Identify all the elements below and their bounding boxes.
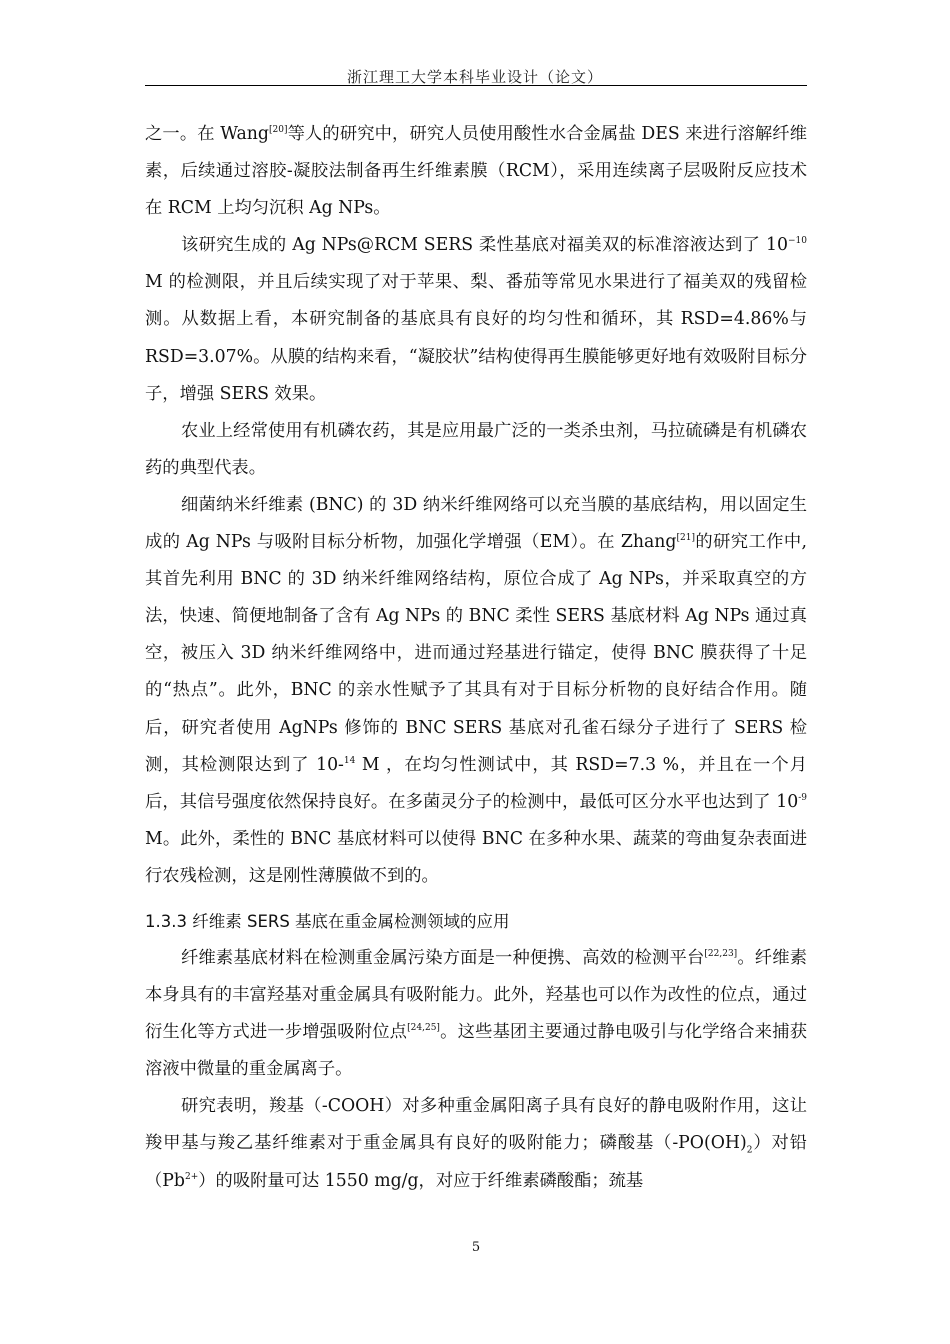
section-heading: 1.3.3 纤维素 SERS 基底在重金属检测领域的应用	[145, 911, 510, 931]
exponent: −10	[788, 236, 807, 247]
page-number: 5	[471, 1240, 481, 1255]
paragraph: 纤维素基底材料在检测重金属污染方面是一种便携、高效的检测平台[22,23]。纤维素本身具有的丰富羟基对重金属具有吸附能力。此外，羟基也可以作为改性的位点，通过衍生化等方式进一步增强吸附位点[24,25]。这些基团主要通过静电吸引与化学络合来捕获溶液中微量的重金属离子。	[145, 947, 807, 1080]
citation: [22,23]	[704, 949, 738, 960]
exponent: -9	[798, 792, 807, 803]
superscript: 2+	[184, 1171, 199, 1182]
citation: [20]	[269, 125, 288, 136]
subscript: 2	[746, 1145, 753, 1156]
exponent: 14	[343, 755, 356, 766]
paragraph: 该研究生成的 Ag NPs@RCM SERS 柔性基底对福美双的标准溶液达到了 $10^{-10}$ M 的检测限，并且后续实现了对于苹果、梨、番茄等常见水果进行了福美双的残留检测。从数据上看，本研究制备的基底具有良好的均匀性和循环，其 RSD=4.86%与 RSD=3.07%。从膜的结构来看，“凝胶状”结构使得再生膜能够更好地有效吸附目标分子，增强 SERS 效果。	[145, 235, 807, 404]
paragraph: 农业上经常使用有机磷农药，其是应用最广泛的一类杀虫剂，马拉硫磷是有机磷农药的典型代表。	[145, 420, 807, 478]
citation: [24,25]	[407, 1023, 440, 1034]
main-text	[145, 116, 807, 1200]
paragraph-continuation: 之一。在 Wang[20]等人的研究中，研究人员使用酸性水合金属盐 DES 来进行溶解纤维素，后续通过溶胶-凝胶法制备再生纤维素膜（RCM），采用连续离子层吸附反应技术在 RCM 上均匀沉积 Ag NPs。	[145, 124, 807, 219]
header-divider	[145, 85, 807, 86]
paragraph: 细菌纳米纤维素 (BNC) 的 3D 纳米纤维网络可以充当膜的基底结构，用以固定生成的 Ag NPs 与吸附目标分析物，加强化学增强（EM）。在 Zhang[21]的研究工作中,其首先利用 BNC 的 3D 纳米纤维网络结构，原位合成了 Ag NPs，并采取真空的方法，快速、简便地制备了含有 Ag NPs 的 BNC 柔性 SERS 基底材料 Ag NPs 通过真空，被压入 3D 纳米纤维网络中，进而通过羟基进行锚定，使得 BNC 膜获得了十足的“热点”。此外，BNC 的亲水性赋予了其具有对于目标分析物的良好结合作用。随后，研究者使用 AgNPs 修饰的 BNC SERS 基底对孔雀石绿分子进行了 SERS 检测，其检测限达到了 10-$^{14}$ M ，在均匀性测试中，其 RSD=7.3 %，并且在一个月后，其信号强度依然保持良好。在多菌灵分子的检测中，最低可区分水平也达到了 $10^{-9}$ M。此外，柔性的 BNC 基底材料可以使得 BNC 在多种水果、蔬菜的弯曲复杂表面进行农残检测，这是刚性薄膜做不到的。	[145, 494, 808, 886]
paragraph: 研究表明，羧基（-COOH）对多种重金属阳离子具有良好的静电吸附作用，这让羧甲基与羧乙基纤维素对于重金属具有良好的吸附能力；磷酸基$(-PO(OH)_2)$对铅$(Pb^{2+})$的吸附量可达 1550 mg/g，对应于纤维素磷酸酯；巯基	[145, 1096, 807, 1191]
citation: [21]	[676, 533, 695, 544]
running-header: 浙江理工大学本科毕业设计（论文）	[346, 68, 603, 86]
